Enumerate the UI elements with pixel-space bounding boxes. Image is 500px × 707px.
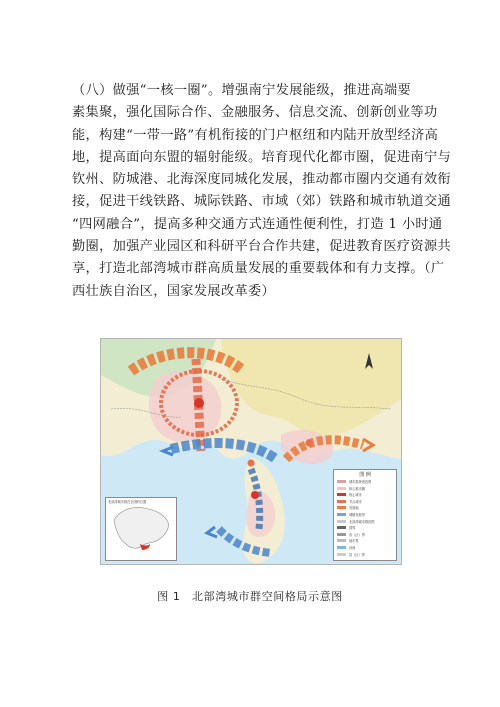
legend-label: 核心城市 — [349, 493, 362, 498]
paragraph-line: 地，提高面向东盟的辐射能级。培育现代化都市圈，促进南宁与 — [72, 149, 452, 165]
legend-item — [337, 479, 371, 484]
legend-label: 核心都市圈 — [349, 486, 365, 491]
legend-swatch — [337, 480, 346, 483]
paragraph-line: “四网融合”，提高多种交通方式连通性便利性，打造 1 小时通 — [72, 216, 443, 232]
legend-item — [337, 538, 359, 543]
inset-title: 北部湾城市群在全国的位置 — [108, 500, 147, 504]
inset-map — [105, 497, 177, 561]
map-legend — [333, 469, 397, 561]
legend-item — [337, 525, 355, 530]
china-outline-icon — [106, 498, 176, 560]
legend-item — [337, 519, 375, 524]
node-city-marker — [248, 460, 255, 467]
legend-label: 河流 — [349, 546, 356, 550]
legend-swatch — [337, 487, 346, 490]
legend-swatch — [337, 546, 346, 549]
legend-swatch — [337, 539, 346, 542]
paragraph-line: 西壮族自治区，国家发展改革委） — [72, 283, 276, 299]
legend-item — [337, 512, 365, 517]
node-city-marker — [306, 440, 313, 447]
legend-item — [337, 492, 362, 497]
legend-item — [337, 552, 365, 557]
direction-chevron-left — [207, 527, 217, 537]
legend-item — [337, 532, 365, 537]
spatial-layout-map — [100, 338, 402, 565]
legend-swatch — [337, 513, 346, 516]
paragraph-line: 勤圈，加强产业园区和科研平台合作共建，促进教育医疗资源共 — [72, 239, 452, 255]
core-city-marker — [194, 398, 204, 408]
legend-label: 县（区）界 — [349, 552, 365, 557]
legend-label: 国界 — [349, 526, 356, 531]
legend-swatch — [337, 493, 346, 496]
legend-item — [337, 505, 359, 510]
legend-swatch — [337, 533, 346, 536]
legend-swatch — [337, 506, 346, 509]
legend-label: 地市界 — [349, 539, 359, 544]
legend-swatch — [337, 526, 346, 529]
figure-caption: 图 1 北部湾城市群空间格局示意图 — [157, 590, 343, 603]
paragraph-line: 素集聚，强化国际合作、金融服务、信息交流、创新创业等功 — [72, 105, 438, 121]
legend-title: 图 例 — [359, 472, 371, 478]
body-paragraph — [72, 80, 452, 303]
paragraph-line: 享，打造北部湾城市群高质量发展的重要载体和有力支撑。（广 — [72, 261, 445, 277]
paragraph-line: 接，促进干线铁路、城际铁路、市域（郊）铁路和城市轨道交通 — [72, 194, 452, 210]
paragraph-line: 能，构建“一带一路”有机衔接的门户枢纽和内陆开放型经济高 — [72, 127, 439, 143]
node-city-marker — [251, 491, 259, 499]
legend-label: 省（区）界 — [349, 532, 365, 537]
legend-label: 北部湾城市群范围 — [349, 519, 375, 524]
legend-item — [337, 486, 365, 491]
legend-label: 城市群规划范围 — [349, 480, 372, 484]
legend-swatch — [337, 553, 346, 556]
legend-item — [337, 545, 355, 550]
legend-swatch — [337, 500, 346, 503]
legend-label: 发展轴 — [349, 506, 359, 511]
legend-label: 城镇发展带 — [349, 513, 365, 517]
legend-label: 节点城市 — [349, 499, 362, 504]
paragraph-line: （八）做强“一核一圈”。增强南宁发展能级，推进高端要 — [72, 83, 412, 98]
legend-swatch — [337, 520, 346, 523]
paragraph-line: 钦州、防城港、北海深度同城化发展，推动都市圈内交通有效衔 — [72, 172, 452, 188]
legend-item — [337, 499, 362, 504]
